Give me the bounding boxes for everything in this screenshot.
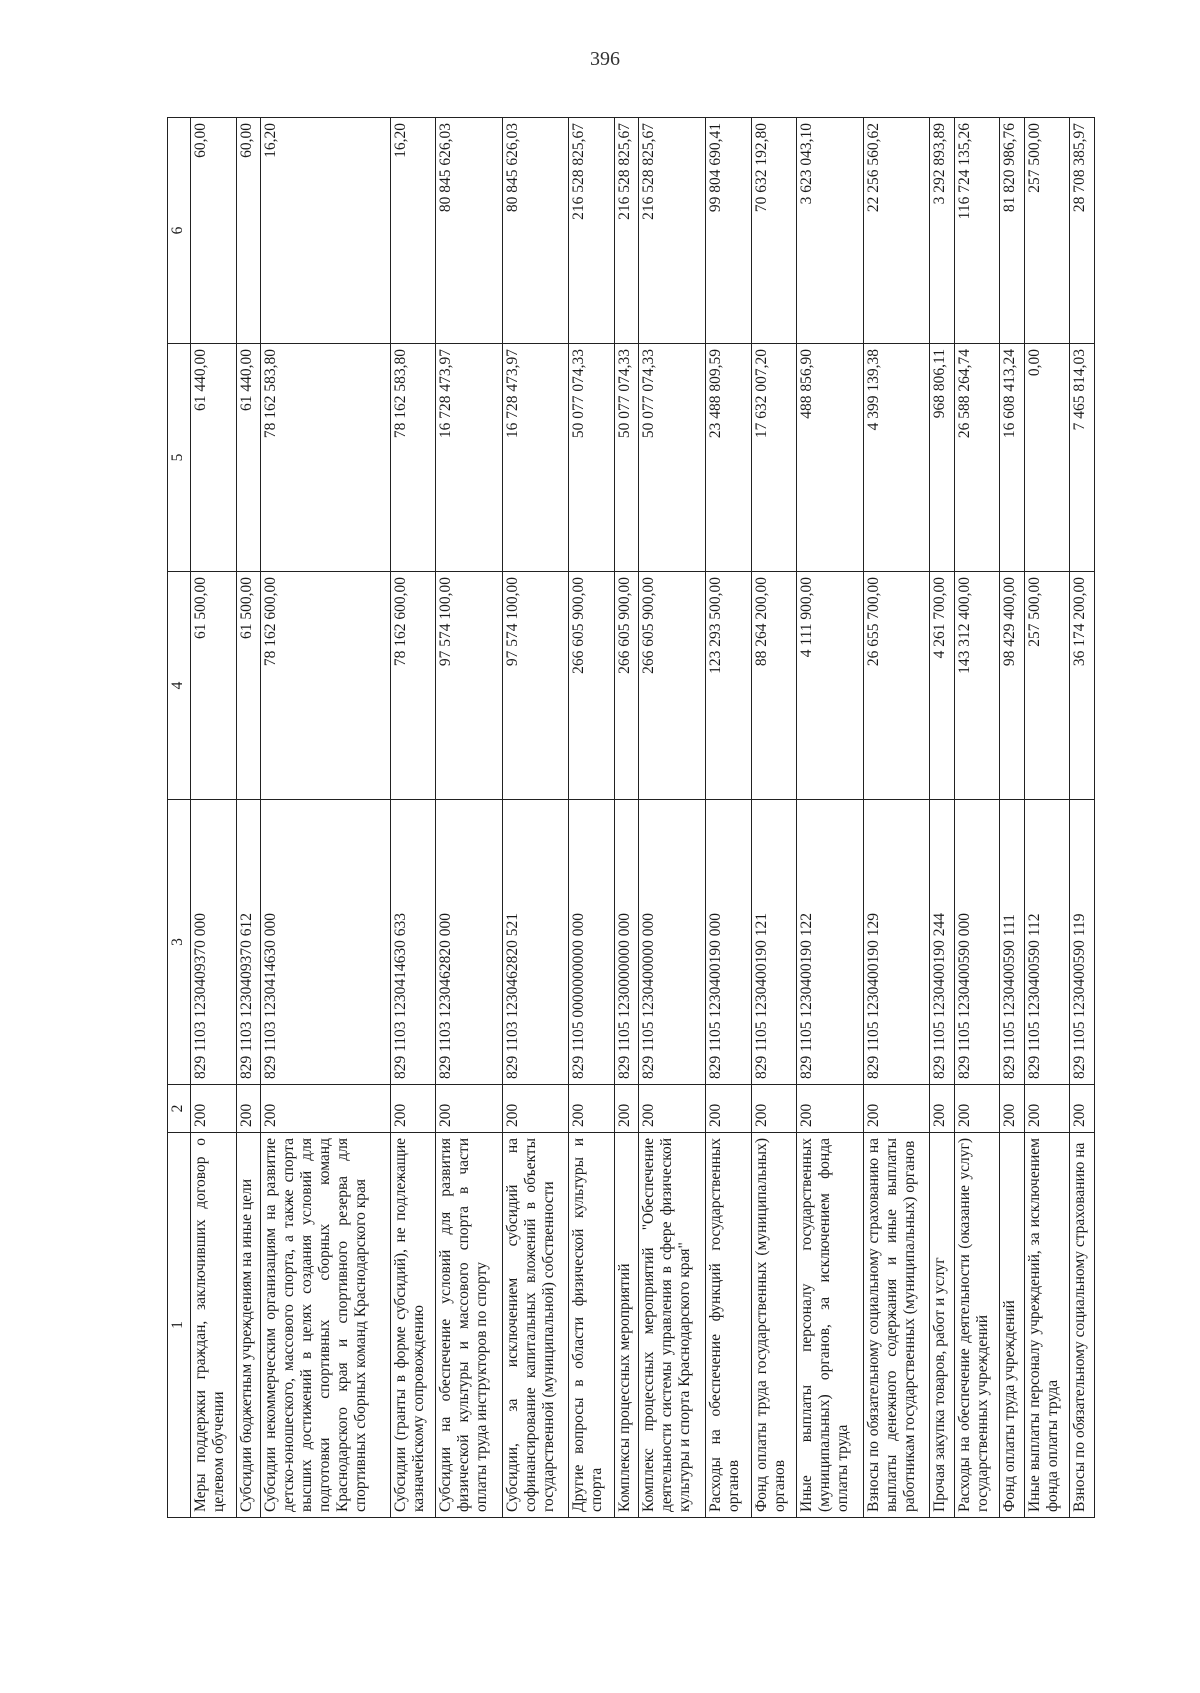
row-name-cell: Комплекс процессных мероприятий "Обеспечение деятельности системы управления в сфере физической культуры и спорта Краснодарского края" (639, 1133, 706, 1518)
line-code-cell: 200 (569, 1085, 615, 1133)
unexecuted-amount-cell: 80 845 626,03 (502, 118, 569, 344)
table-row (1070, 118, 1095, 1518)
executed-amount-cell: 16 728 473,97 (502, 344, 569, 572)
budget-code-cell: 829 1105 1230000000 000 (614, 800, 639, 1085)
executed-amount-cell: 50 077 074,33 (569, 344, 615, 572)
executed-amount-cell: 78 162 583,80 (261, 344, 391, 572)
table-row (863, 118, 930, 1518)
page-number: 396 (590, 48, 620, 70)
executed-amount-cell: 50 077 074,33 (614, 344, 639, 572)
row-name-cell: Субсидии (гранты в форме субсидий), не подлежащие казначейскому сопровождению (390, 1133, 436, 1518)
executed-amount-cell: 26 588 264,74 (954, 344, 1000, 572)
column-header: 4 (168, 572, 191, 800)
row-name-cell: Субсидии бюджетным учреждениям на иные цели (236, 1133, 261, 1518)
column-header: 5 (168, 344, 191, 572)
executed-amount-cell: 4 399 139,38 (863, 344, 930, 572)
row-name-cell: Взносы по обязательному социальному страхованию на выплаты денежного содержания и иные выплаты работникам государственных (муниципальных) органов (863, 1133, 930, 1518)
executed-amount-cell: 23 488 809,59 (706, 344, 752, 572)
executed-amount-cell: 61 440,00 (236, 344, 261, 572)
line-code-cell: 200 (436, 1085, 503, 1133)
rotated-page-container (167, 118, 1095, 1518)
line-code-cell: 200 (706, 1085, 752, 1133)
unexecuted-amount-cell: 3 623 043,10 (797, 118, 864, 344)
unexecuted-amount-cell: 28 708 385,97 (1070, 118, 1095, 344)
row-name-cell: Прочая закупка товаров, работ и услуг (930, 1133, 955, 1518)
approved-amount-cell: 266 605 900,00 (614, 572, 639, 800)
approved-amount-cell: 4 261 700,00 (930, 572, 955, 800)
unexecuted-amount-cell: 116 724 135,26 (954, 118, 1000, 344)
budget-code-cell: 829 1105 1230400190 244 (930, 800, 955, 1085)
unexecuted-amount-cell: 16,20 (390, 118, 436, 344)
executed-amount-cell: 50 077 074,33 (639, 344, 706, 572)
executed-amount-cell: 0,00 (1024, 344, 1070, 572)
line-code-cell: 200 (751, 1085, 797, 1133)
table-row (930, 118, 955, 1518)
line-code-cell: 200 (614, 1085, 639, 1133)
row-name-cell: Другие вопросы в области физической культуры и спорта (569, 1133, 615, 1518)
approved-amount-cell: 88 264 200,00 (751, 572, 797, 800)
line-code-cell: 200 (502, 1085, 569, 1133)
line-code-cell: 200 (639, 1085, 706, 1133)
unexecuted-amount-cell: 60,00 (191, 118, 237, 344)
table-row (1024, 118, 1070, 1518)
budget-code-cell: 829 1105 1230400190 000 (706, 800, 752, 1085)
budget-code-cell: 829 1103 1230462820 000 (436, 800, 503, 1085)
column-header: 1 (168, 1133, 191, 1518)
approved-amount-cell: 4 111 900,00 (797, 572, 864, 800)
approved-amount-cell: 61 500,00 (191, 572, 237, 800)
executed-amount-cell: 78 162 583,80 (390, 344, 436, 572)
table-row (569, 118, 615, 1518)
row-name-cell: Фонд оплаты труда учреждений (1000, 1133, 1025, 1518)
budget-code-cell: 829 1103 1230409370 612 (236, 800, 261, 1085)
unexecuted-amount-cell: 80 845 626,03 (436, 118, 503, 344)
column-header: 6 (168, 118, 191, 344)
approved-amount-cell: 97 574 100,00 (436, 572, 503, 800)
table-row (191, 118, 237, 1518)
line-code-cell: 200 (797, 1085, 864, 1133)
approved-amount-cell: 143 312 400,00 (954, 572, 1000, 800)
row-name-cell: Фонд оплаты труда государственных (муниципальных) органов (751, 1133, 797, 1518)
line-code-cell: 200 (1070, 1085, 1095, 1133)
table-row (390, 118, 436, 1518)
executed-amount-cell: 16 608 413,24 (1000, 344, 1025, 572)
budget-code-cell: 829 1105 1230400190 129 (863, 800, 930, 1085)
executed-amount-cell: 61 440,00 (191, 344, 237, 572)
budget-code-cell: 829 1103 1230462820 521 (502, 800, 569, 1085)
budget-code-cell: 829 1105 1230400190 121 (751, 800, 797, 1085)
unexecuted-amount-cell: 16,20 (261, 118, 391, 344)
executed-amount-cell: 16 728 473,97 (436, 344, 503, 572)
table-row (954, 118, 1000, 1518)
row-name-cell: Расходы на обеспечение деятельности (оказание услуг) государственных учреждений (954, 1133, 1000, 1518)
row-name-cell: Субсидии, за исключением субсидий на софинансирование капитальных вложений в объекты государственной (муниципальной) собственности (502, 1133, 569, 1518)
column-header: 2 (168, 1085, 191, 1133)
budget-code-cell: 829 1105 1230400590 112 (1024, 800, 1070, 1085)
approved-amount-cell: 123 293 500,00 (706, 572, 752, 800)
budget-code-cell: 829 1105 0000000000 000 (569, 800, 615, 1085)
line-code-cell: 200 (191, 1085, 237, 1133)
budget-code-cell: 829 1105 1230400000 000 (639, 800, 706, 1085)
executed-amount-cell: 968 806,11 (930, 344, 955, 572)
approved-amount-cell: 26 655 700,00 (863, 572, 930, 800)
table-header-row (168, 118, 191, 1518)
approved-amount-cell: 36 174 200,00 (1070, 572, 1095, 800)
table-row (1000, 118, 1025, 1518)
unexecuted-amount-cell: 22 256 560,62 (863, 118, 930, 344)
table-body (191, 118, 1095, 1518)
row-name-cell: Меры поддержки граждан, заключивших договор о целевом обучении (191, 1133, 237, 1518)
unexecuted-amount-cell: 216 528 825,67 (639, 118, 706, 344)
row-name-cell: Субсидии некоммерческим организациям на развитие детско-юношеского, массового спорта, а также спорта высших достижений в целях создания условий для подготовки спортивных сборных команд Краснодарского края и спортивного резерва для спортивных сборных команд Краснодарского края (261, 1133, 391, 1518)
line-code-cell: 200 (954, 1085, 1000, 1133)
row-name-cell: Расходы на обеспечение функций государственных органов (706, 1133, 752, 1518)
line-code-cell: 200 (261, 1085, 391, 1133)
unexecuted-amount-cell: 60,00 (236, 118, 261, 344)
approved-amount-cell: 98 429 400,00 (1000, 572, 1025, 800)
line-code-cell: 200 (236, 1085, 261, 1133)
unexecuted-amount-cell: 216 528 825,67 (614, 118, 639, 344)
unexecuted-amount-cell: 3 292 893,89 (930, 118, 955, 344)
budget-code-cell: 829 1105 1230400190 122 (797, 800, 864, 1085)
table-row (751, 118, 797, 1518)
unexecuted-amount-cell: 70 632 192,80 (751, 118, 797, 344)
line-code-cell: 200 (1024, 1085, 1070, 1133)
approved-amount-cell: 266 605 900,00 (639, 572, 706, 800)
budget-code-cell: 829 1105 1230400590 000 (954, 800, 1000, 1085)
row-name-cell: Комплексы процессных мероприятий (614, 1133, 639, 1518)
table-row (614, 118, 639, 1518)
row-name-cell: Иные выплаты персоналу учреждений, за исключением фонда оплаты труда (1024, 1133, 1070, 1518)
line-code-cell: 200 (863, 1085, 930, 1133)
budget-code-cell: 829 1105 1230400590 111 (1000, 800, 1025, 1085)
table-row (502, 118, 569, 1518)
row-name-cell: Взносы по обязательному социальному страхованию на (1070, 1133, 1095, 1518)
line-code-cell: 200 (390, 1085, 436, 1133)
table-row (261, 118, 391, 1518)
approved-amount-cell: 61 500,00 (236, 572, 261, 800)
approved-amount-cell: 266 605 900,00 (569, 572, 615, 800)
unexecuted-amount-cell: 257 500,00 (1024, 118, 1070, 344)
line-code-cell: 200 (1000, 1085, 1025, 1133)
rotated-table-frame (167, 118, 1095, 1518)
approved-amount-cell: 257 500,00 (1024, 572, 1070, 800)
executed-amount-cell: 488 856,90 (797, 344, 864, 572)
executed-amount-cell: 7 465 814,03 (1070, 344, 1095, 572)
budget-code-cell: 829 1103 1230414630 633 (390, 800, 436, 1085)
budget-code-cell: 829 1103 1230409370 000 (191, 800, 237, 1085)
unexecuted-amount-cell: 81 820 986,76 (1000, 118, 1025, 344)
budget-code-cell: 829 1103 1230414630 000 (261, 800, 391, 1085)
unexecuted-amount-cell: 216 528 825,67 (569, 118, 615, 344)
approved-amount-cell: 78 162 600,00 (390, 572, 436, 800)
approved-amount-cell: 97 574 100,00 (502, 572, 569, 800)
table-row (436, 118, 503, 1518)
column-header: 3 (168, 800, 191, 1085)
executed-amount-cell: 17 632 007,20 (751, 344, 797, 572)
budget-code-cell: 829 1105 1230400590 119 (1070, 800, 1095, 1085)
approved-amount-cell: 78 162 600,00 (261, 572, 391, 800)
budget-table (167, 117, 1095, 1518)
line-code-cell: 200 (930, 1085, 955, 1133)
row-name-cell: Субсидии на обеспечение условий для развития физической культуры и массового спорта в части оплаты труда инструкторов по спорту (436, 1133, 503, 1518)
table-row (797, 118, 864, 1518)
unexecuted-amount-cell: 99 804 690,41 (706, 118, 752, 344)
row-name-cell: Иные выплаты персоналу государственных (муниципальных) органов, за исключением фонда оплаты труда (797, 1133, 864, 1518)
table-row (236, 118, 261, 1518)
table-row (706, 118, 752, 1518)
table-row (639, 118, 706, 1518)
